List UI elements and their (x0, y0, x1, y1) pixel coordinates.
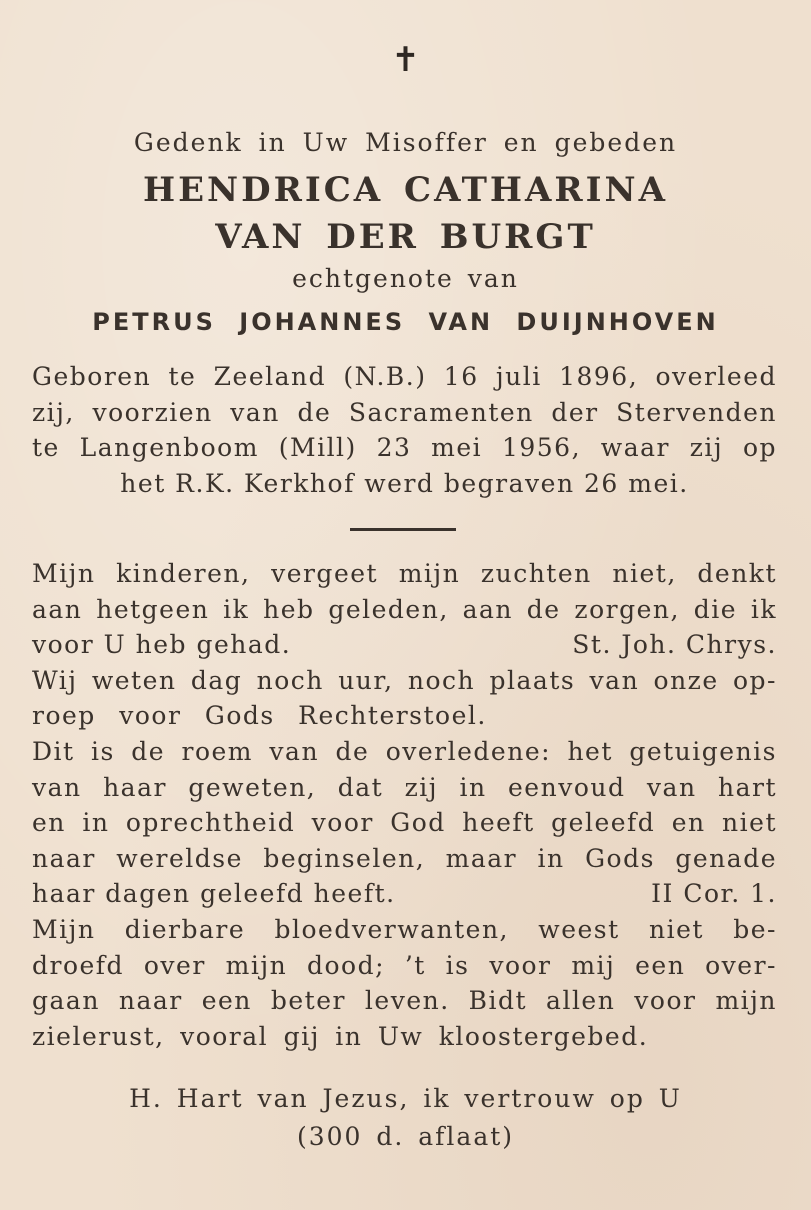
indulgence-note: (300 d. aflaat) (296, 1122, 515, 1151)
quote-line: Dit is de roem van de overledene: het getuigenis (32, 736, 777, 766)
quote-text: haar dagen geleefd heeft. (32, 879, 396, 909)
biography-line: zij, voorzien van de Sacramenten der Stervenden (32, 397, 777, 427)
quote-source: II Cor. 1. (651, 879, 777, 909)
quote-line (32, 876, 777, 912)
quote-line: naar wereldse beginselen, maar in Gods genade (32, 843, 777, 873)
quote-line: droefd over mijn dood; ’t is voor mij een over- (32, 950, 777, 980)
quotes-paragraph (32, 556, 777, 1054)
spouse-of-label: echtgenote van (292, 264, 519, 293)
quote-line (32, 627, 777, 663)
quote-line: zielerust, vooral gij in Uw kloostergebed. (32, 1021, 649, 1051)
quote-line: Mijn kinderen, vergeet mijn zuchten niet, denkt (32, 559, 777, 588)
biography-line: het R.K. Kerkhof werd begraven 26 mei. (120, 468, 689, 498)
intro-line: Gedenk in Uw Misoffer en gebeden (133, 128, 678, 157)
spouse-name: PETRUS JOHANNES VAN DUIJNHOVEN (92, 308, 719, 336)
deceased-name-line-2: VAN DER BURGT (215, 217, 596, 257)
quote-line: roep voor Gods Rechterstoel. (32, 701, 487, 731)
cross-icon: ✝ (391, 40, 420, 80)
divider (350, 528, 456, 531)
biography-line: te Langenboom (Mill) 23 mei 1956, waar zij op (32, 433, 777, 463)
quote-line: Wij weten dag noch uur, noch plaats van onze op- (32, 665, 777, 695)
deceased-name-line-1: HENDRICA CATHARINA (142, 170, 669, 210)
quote-line: en in oprechtheid voor God heeft geleefd en niet (32, 808, 777, 838)
quote-text: voor U heb gehad. (32, 630, 292, 660)
quote-source: St. Joh. Chrys. (572, 630, 777, 660)
biography-paragraph (32, 359, 777, 501)
quote-line: aan hetgeen ik heb geleden, aan de zorgen, die ik (32, 594, 777, 624)
quote-line: gaan naar een beter leven. Bidt allen voor mijn (32, 986, 777, 1016)
closing-prayer: H. Hart van Jezus, ik vertrouw op U (129, 1084, 682, 1113)
quote-line: Mijn dierbare bloedverwanten, weest niet be- (32, 914, 777, 944)
quote-line: van haar geweten, dat zij in eenvoud van hart (32, 772, 777, 802)
biography-line: Geboren te Zeeland (N.B.) 16 juli 1896, overleed (32, 362, 777, 391)
